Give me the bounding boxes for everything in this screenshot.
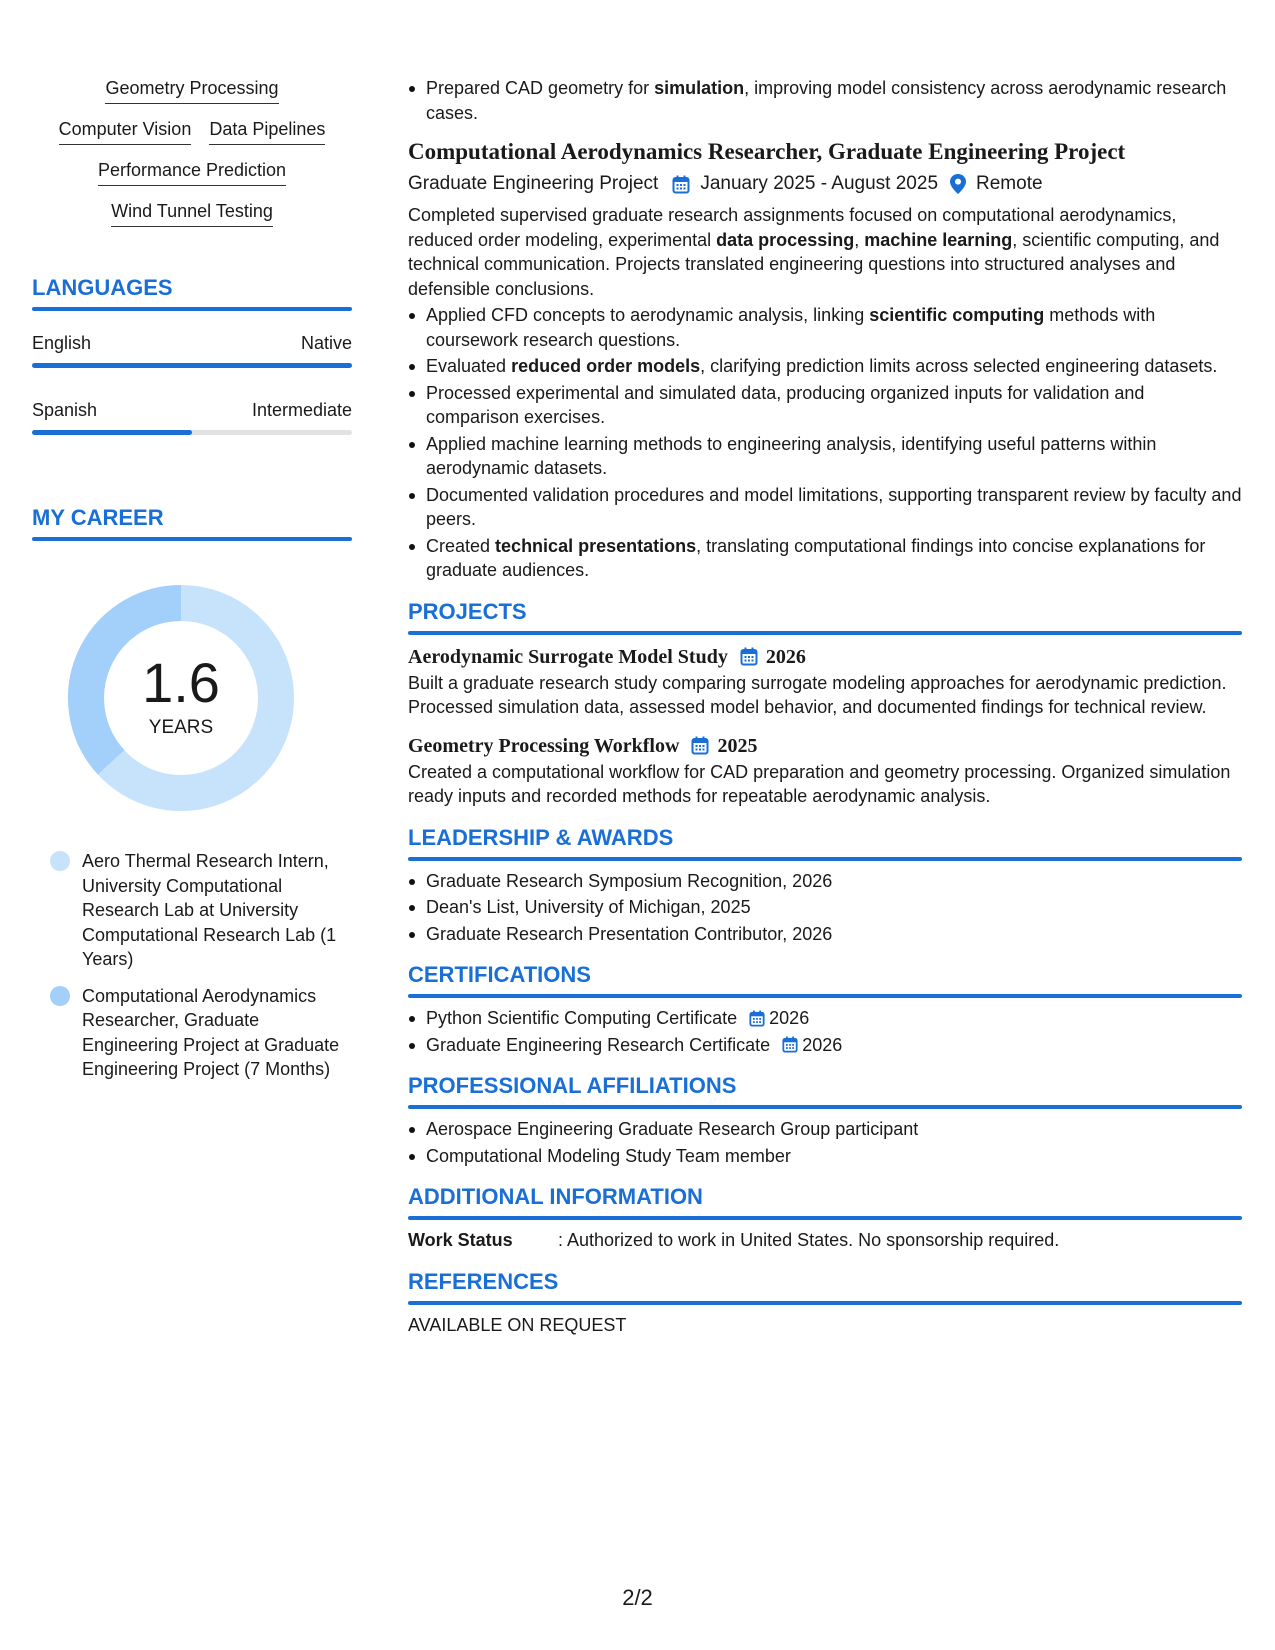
references-title: REFERENCES <box>408 1268 559 1294</box>
language-level: Intermediate <box>251 400 352 420</box>
references-text: AVAILABLE ON REQUEST <box>408 1314 627 1335</box>
language-item <box>32 331 352 368</box>
list-item: Evaluated reduced order models, clarifying prediction limits across selected engineering datasets. <box>426 354 1242 379</box>
languages-section <box>32 273 352 435</box>
project-year: 2026 <box>765 645 806 668</box>
list-item: Aerospace Engineering Graduate Research Group participant <box>426 1117 1242 1142</box>
list-item: Python Scientific Computing Certificate 2026 <box>426 1006 1242 1031</box>
career-legend-item <box>50 849 352 972</box>
list-item: Computational Modeling Study Team member <box>426 1144 1242 1169</box>
legend-dot <box>50 986 70 1006</box>
certifications-section <box>408 960 1242 1057</box>
calendar-icon <box>672 175 690 194</box>
career-legend-text: Aero Thermal Research Intern, University Computational Research Lab at University Computational Research Lab (1 Years) <box>82 851 337 969</box>
career-total-value: 1.6 <box>142 651 220 714</box>
section-divider <box>32 537 352 541</box>
location-pin-icon <box>950 174 966 194</box>
language-proficiency-bar <box>32 430 352 435</box>
skill-tag: Computer Vision <box>59 117 192 145</box>
additional-title: ADDITIONAL INFORMATION <box>408 1184 703 1209</box>
language-proficiency-bar <box>32 363 352 368</box>
certification-year: 2026 <box>802 1034 843 1055</box>
project-description: Built a graduate research study comparing surrogate modeling approaches for aerodynamic prediction. Processed simulation data, assessed model behavior, and documented findings for technical review. <box>408 672 1227 717</box>
list-item: Graduate Research Presentation Contributor, 2026 <box>426 922 1242 947</box>
calendar-icon <box>782 1036 798 1053</box>
language-item <box>32 398 352 435</box>
language-proficiency-fill <box>32 363 352 368</box>
awards-section <box>408 823 1242 947</box>
left-column <box>32 76 352 1082</box>
calendar-icon <box>740 647 758 666</box>
list-item: Applied CFD concepts to aerodynamic analysis, linking scientific computing methods with coursework research questions. <box>426 303 1242 352</box>
previous-job-bullets <box>408 76 1242 125</box>
languages-title: LANGUAGES <box>32 275 173 300</box>
language-proficiency-fill <box>32 430 192 435</box>
additional-section <box>408 1182 1242 1253</box>
project-title: Geometry Processing Workflow 2025 <box>408 732 1242 760</box>
certification-year: 2026 <box>769 1008 810 1028</box>
job-organization: Graduate Engineering Project <box>408 173 659 194</box>
page-number: 2/2 <box>622 1585 653 1610</box>
work-status-row <box>408 1228 1242 1253</box>
skill-tag: Geometry Processing <box>105 76 278 104</box>
list-item: Created technical presentations, translating computational findings into concise explanations for graduate audiences. <box>426 534 1242 583</box>
list-item: Prepared CAD geometry for simulation, improving model consistency across aerodynamic research cases. <box>426 76 1242 125</box>
career-legend-text: Computational Aerodynamics Researcher, Graduate Engineering Project at Graduate Engineering Project (7 Months) <box>82 985 340 1079</box>
career-legend <box>32 849 352 1082</box>
projects-title: PROJECTS <box>408 598 527 624</box>
list-item: Documented validation procedures and model limitations, supporting transparent review by faculty and peers. <box>426 483 1242 532</box>
legend-dot <box>50 851 70 871</box>
language-level: Native <box>300 333 352 353</box>
project-title: Aerodynamic Surrogate Model Study 2026 <box>408 643 1242 671</box>
references-section <box>408 1267 1242 1338</box>
job-summary: Completed supervised graduate research assignments focused on computational aerodynamics, reduced order modeling, experimental data processing, machine learning, scientific computing, and technical communication. Projects translated engineering questions into structured analyses and defensible conclusions. <box>408 205 1220 299</box>
career-donut <box>66 583 296 813</box>
calendar-icon <box>749 1010 765 1027</box>
project-year: 2025 <box>717 734 758 757</box>
career-legend-item <box>50 984 352 1082</box>
job-meta <box>408 171 1242 197</box>
career-title: MY CAREER <box>32 505 164 530</box>
skill-tag: Wind Tunnel Testing <box>111 199 273 227</box>
list-item: Dean's List, University of Michigan, 2025 <box>426 895 1242 920</box>
list-item: Graduate Research Symposium Recognition, 2026 <box>426 869 1242 894</box>
section-divider <box>408 857 1242 861</box>
skill-tag: Data Pipelines <box>209 117 325 145</box>
skill-tag: Performance Prediction <box>98 158 286 186</box>
career-section <box>32 503 352 1082</box>
affiliations-title: PROFESSIONAL AFFILIATIONS <box>408 1073 737 1098</box>
section-divider <box>408 994 1242 998</box>
affiliations-section <box>408 1071 1242 1168</box>
section-divider <box>32 307 352 311</box>
section-divider <box>408 1216 1242 1220</box>
section-divider <box>408 1301 1242 1305</box>
job-dates: January 2025 - August 2025 <box>700 173 939 194</box>
project-description: Created a computational workflow for CAD preparation and geometry processing. Organized simulation ready inputs and recorded methods for repeatable aerodynamic analysis. <box>408 761 1231 806</box>
calendar-icon <box>691 736 709 755</box>
career-total-unit: YEARS <box>148 717 214 738</box>
list-item: Processed experimental and simulated data, producing organized inputs for validation and comparison exercises. <box>426 381 1242 430</box>
list-item: Applied machine learning methods to engineering analysis, identifying useful patterns within aerodynamic datasets. <box>426 432 1242 481</box>
section-divider <box>408 1105 1242 1109</box>
projects-section <box>408 597 1242 809</box>
job-title: Computational Aerodynamics Researcher, Graduate Engineering Project <box>408 139 1126 164</box>
skills-list <box>32 76 352 227</box>
language-name: Spanish <box>32 400 98 420</box>
language-name: English <box>32 333 92 353</box>
right-column <box>408 76 1242 1337</box>
section-divider <box>408 631 1242 635</box>
awards-title: LEADERSHIP & AWARDS <box>408 824 674 850</box>
work-status-value: : Authorized to work in United States. No sponsorship required. <box>558 1230 1060 1250</box>
certifications-title: CERTIFICATIONS <box>408 962 591 987</box>
job-location: Remote <box>976 173 1043 194</box>
work-status-label: Work Status <box>408 1230 513 1250</box>
list-item: Graduate Engineering Research Certificate 2026 <box>426 1033 1242 1058</box>
job-bullets <box>408 303 1242 583</box>
